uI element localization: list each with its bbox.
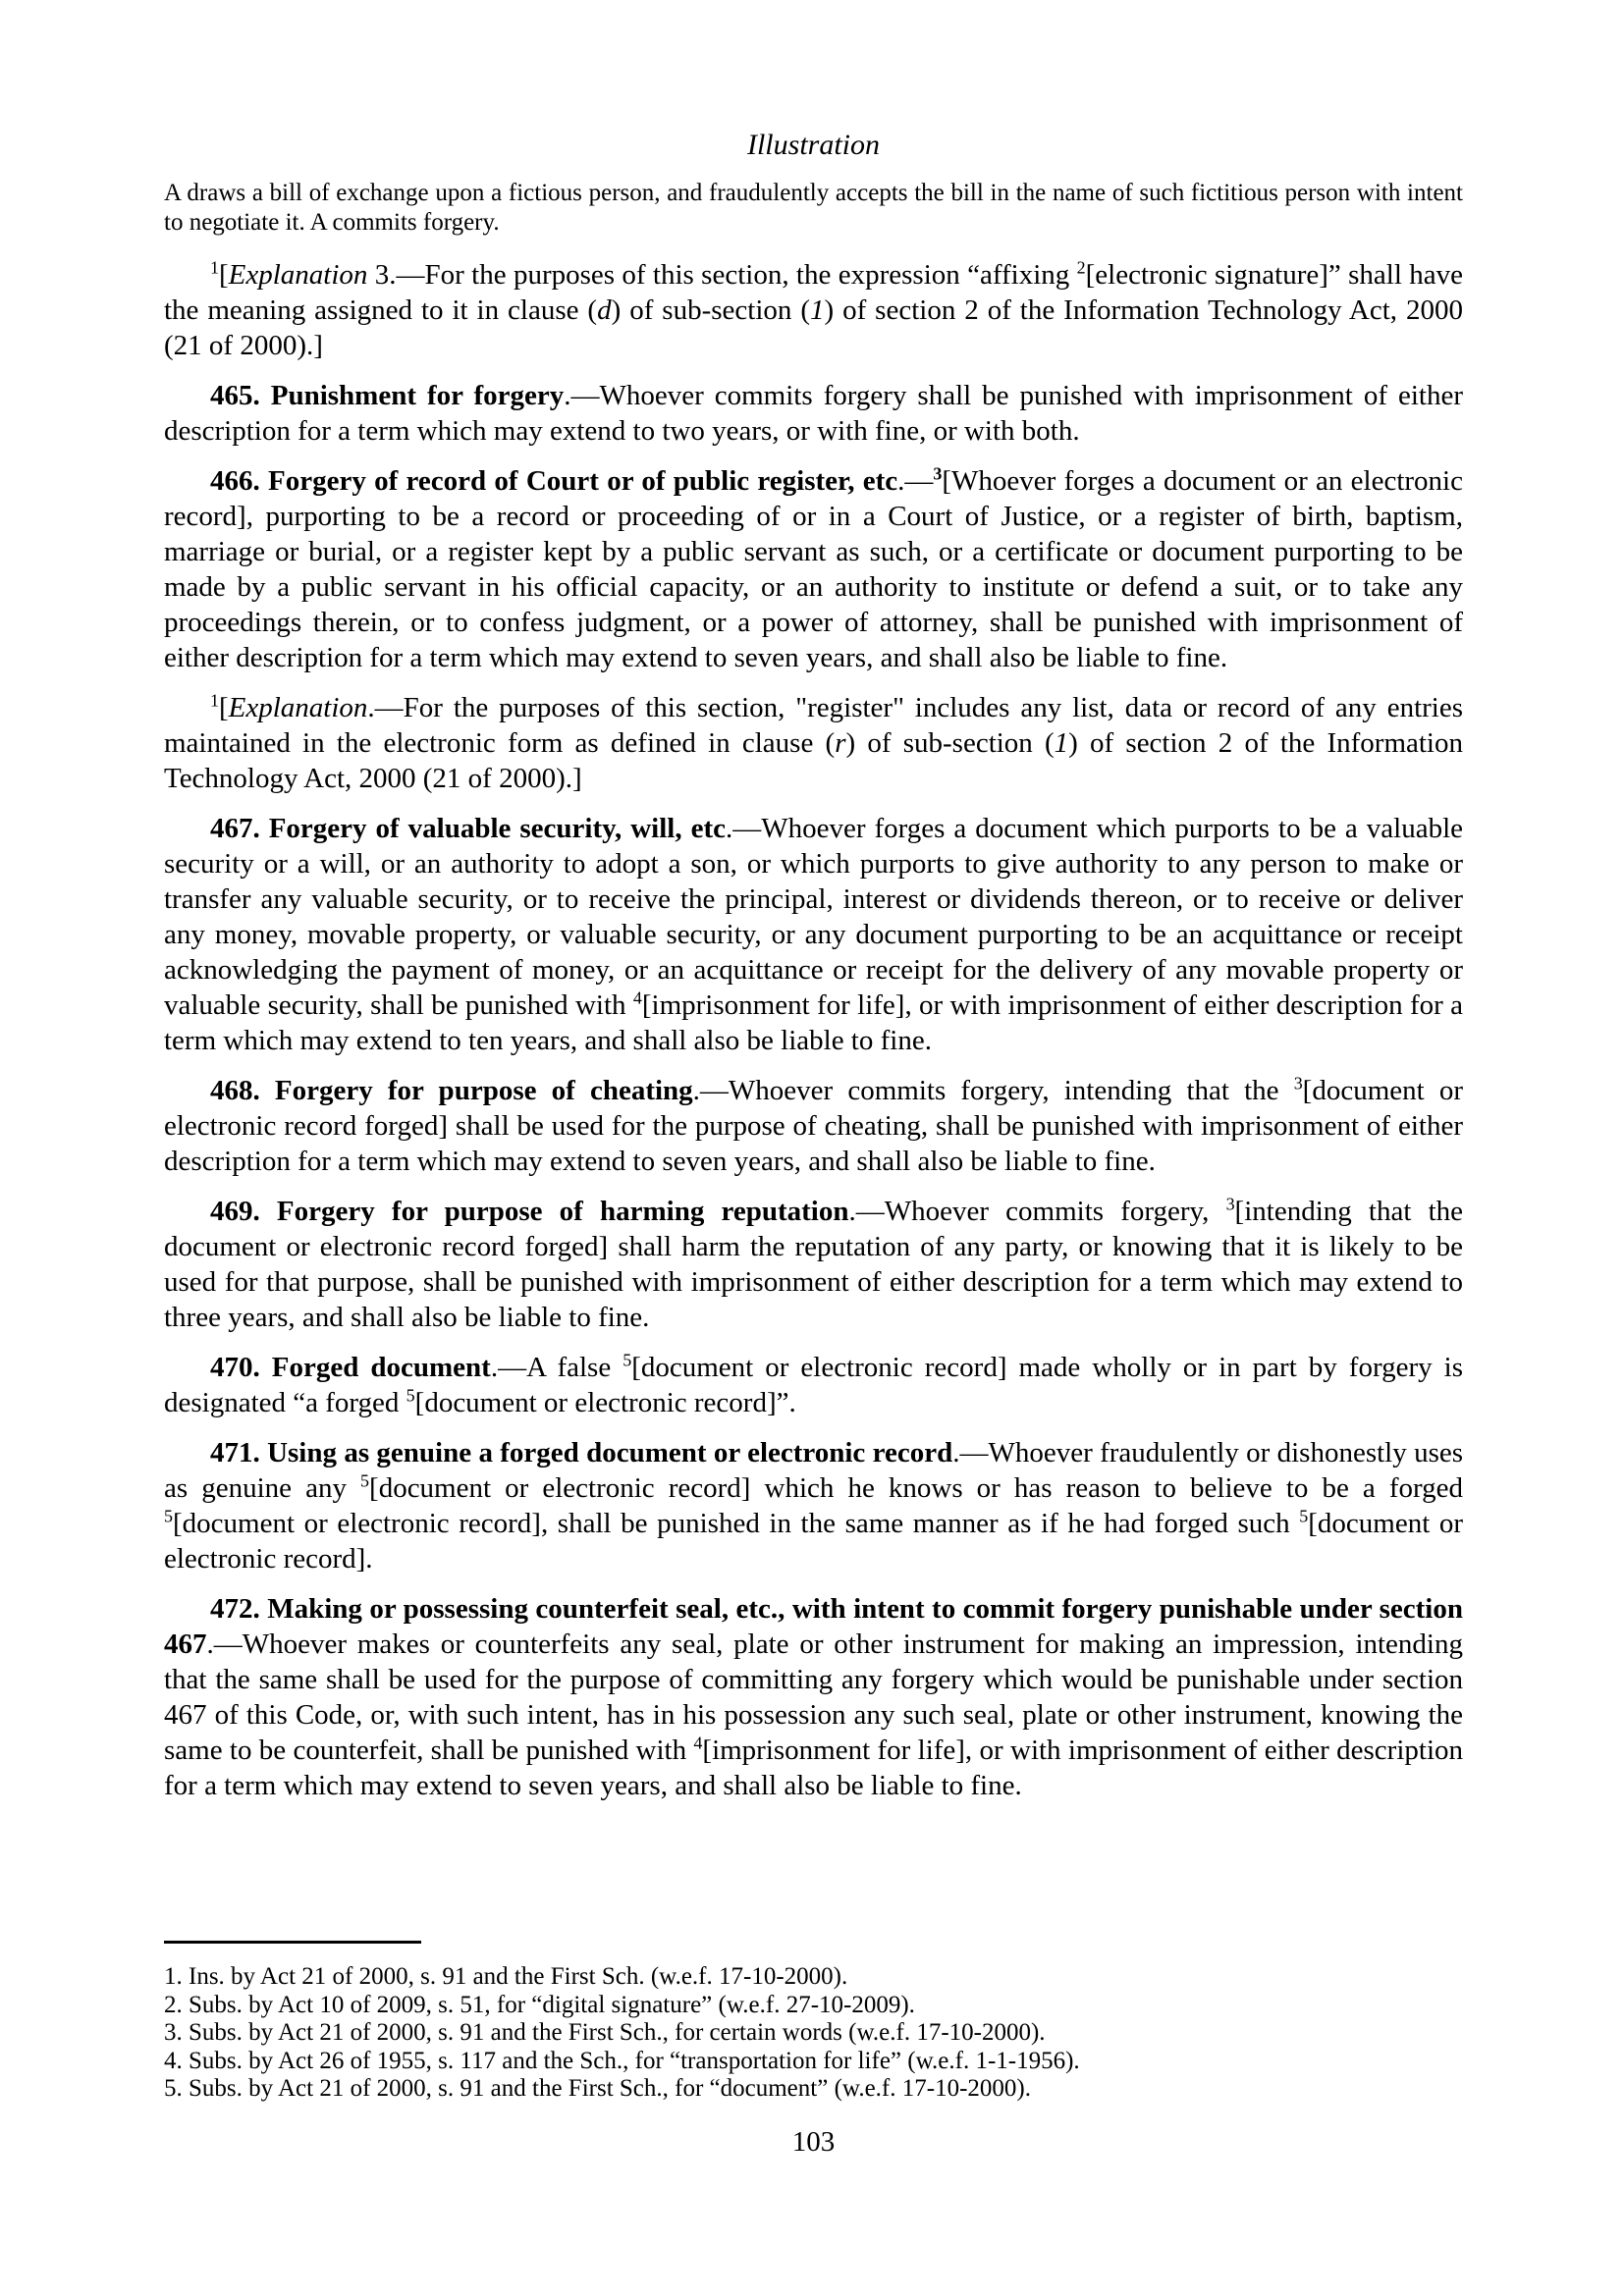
paragraph-section-465: 465. Punishment for forgery.—Whoever commits forgery shall be punished with imprisonment of either description for a term which may extend to two years, or with fine, or with both.	[164, 380, 1463, 447]
paragraph-section-472: 472. Making or possessing counterfeit seal, etc., with intent to commit forgery punishable under section 467.—Whoever makes or counterfeits any seal, plate or other instrument for making an impression, intending that the same shall be used for the purpose of committing any forgery which would be punishable under section 467 of this Code, or, with such intent, has in his possession any such seal, plate or other instrument, knowing the same to be counterfeit, shall be punished with $^4$[imprisonment for life], or with imprisonment of either description for a term which may extend to seven years, and shall also be liable to fine.	[164, 1593, 1464, 1801]
paragraph-section-467: 467. Forgery of valuable security, will, etc.—Whoever forges a document which purports to be a valuable security or a will, or an authority to adopt a son, or which purports to give authority to any person to make or transfer any valuable security, or to receive the principal, interest or dividends thereon, or to receive or deliver any money, movable property, or valuable security, or any document purporting to be an acquittance or receipt acknowledging the payment of money, or an acquittance or receipt for the delivery of any movable property or valuable security, shall be punished with $^4$[imprisonment for life], or with imprisonment of either description for a term which may extend to ten years, and shall also be liable to fine.	[164, 813, 1463, 1056]
page-title: Illustration	[746, 129, 880, 161]
paragraph-section-469: 469. Forgery for purpose of harming reputation.—Whoever commits forgery, $^3$[intending that the document or electronic record forged] shall harm the reputation of any party, or knowing that it is likely to be used for that purpose, shall be punished with imprisonment of either description for a term which may extend to three years, and shall also be liable to fine.	[164, 1194, 1463, 1333]
footnote-5: 5. Subs. by Act 21 of 2000, s. 91 and the First Sch., for “document” (w.e.f. 17-10-2000).	[164, 2075, 1031, 2102]
page-number: 103	[791, 2126, 836, 2158]
footnote-2: 2. Subs. by Act 10 of 2009, s. 51, for “digital signature” (w.e.f. 27-10-2009).	[164, 1991, 915, 2018]
footnotes-block	[164, 1941, 1463, 2104]
paragraph-illustration-text: A draws a bill of exchange upon a fictious person, and fraudulently accepts the bill in the name of such fictitious person with intent to negotiate it. A commits forgery.	[164, 180, 1463, 236]
paragraph-section-470: 470. Forged document.—A false $^5$[document or electronic record] made wholly or in part by forgery is designated “a forged $^5$[document or electronic record]”.	[164, 1350, 1463, 1418]
paragraph-explanation-466: $^1$[Explanation.—For the purposes of this section, "register" includes any list, data or record of any entries maintained in the electronic form as defined in clause (r) of sub-section (1) of section 2 of the Information Technology Act, 2000 (21 of 2000).]	[164, 690, 1463, 794]
paragraph-section-466: 466. Forgery of record of Court or of public register, etc.—$^3$[Whoever forges a document or an electronic record], purporting to be a record or proceeding of or in a Court of Justice, or a register of birth, baptism, marriage or burial, or a register kept by a public servant as such, or a certificate or document purporting to be made by a public servant in his official capacity, or an authority to institute or defend a suit, or to take any proceedings therein, or to confess judgment, or a power of attorney, shall be punished with imprisonment of either description for a term which may extend to seven years, and shall also be liable to fine.	[164, 463, 1463, 673]
footnote-1: 1. Ins. by Act 21 of 2000, s. 91 and the First Sch. (w.e.f. 17-10-2000).	[164, 1963, 848, 1990]
paragraph-section-468: 468. Forgery for purpose of cheating.—Whoever commits forgery, intending that the $^3$[document or electronic record forged] shall be used for the purpose of cheating, shall be punished with imprisonment of either description for a term which may extend to seven years, and shall also be liable to fine.	[164, 1073, 1464, 1177]
footnote-4: 4. Subs. by Act 26 of 1955, s. 117 and the Sch., for “transportation for life” (w.e.f. 1-1-1956).	[164, 2047, 1080, 2074]
paragraph-section-471: 471. Using as genuine a forged document or electronic record.—Whoever fraudulently or dishonestly uses as genuine any $^5$[document or electronic record] which he knows or has reason to believe to be a forged $^5$[document or electronic record], shall be punished in the same manner as if he had forged such $^5$[document or electronic record].	[164, 1437, 1464, 1575]
footnote-3: 3. Subs. by Act 21 of 2000, s. 91 and the First Sch., for certain words (w.e.f. 17-10-2000).	[164, 2019, 1046, 2046]
paragraph-explanation-3: $^1$[Explanation 3.—For the purposes of this section, the expression “affixing $^2$[electronic signature]” shall have the meaning assigned to it in clause (d) of sub-section (1) of section 2 of the Information Technology Act, 2000 (21 of 2000).]	[164, 257, 1463, 361]
footnote-divider	[164, 1941, 421, 1944]
text-block	[164, 128, 1463, 1818]
